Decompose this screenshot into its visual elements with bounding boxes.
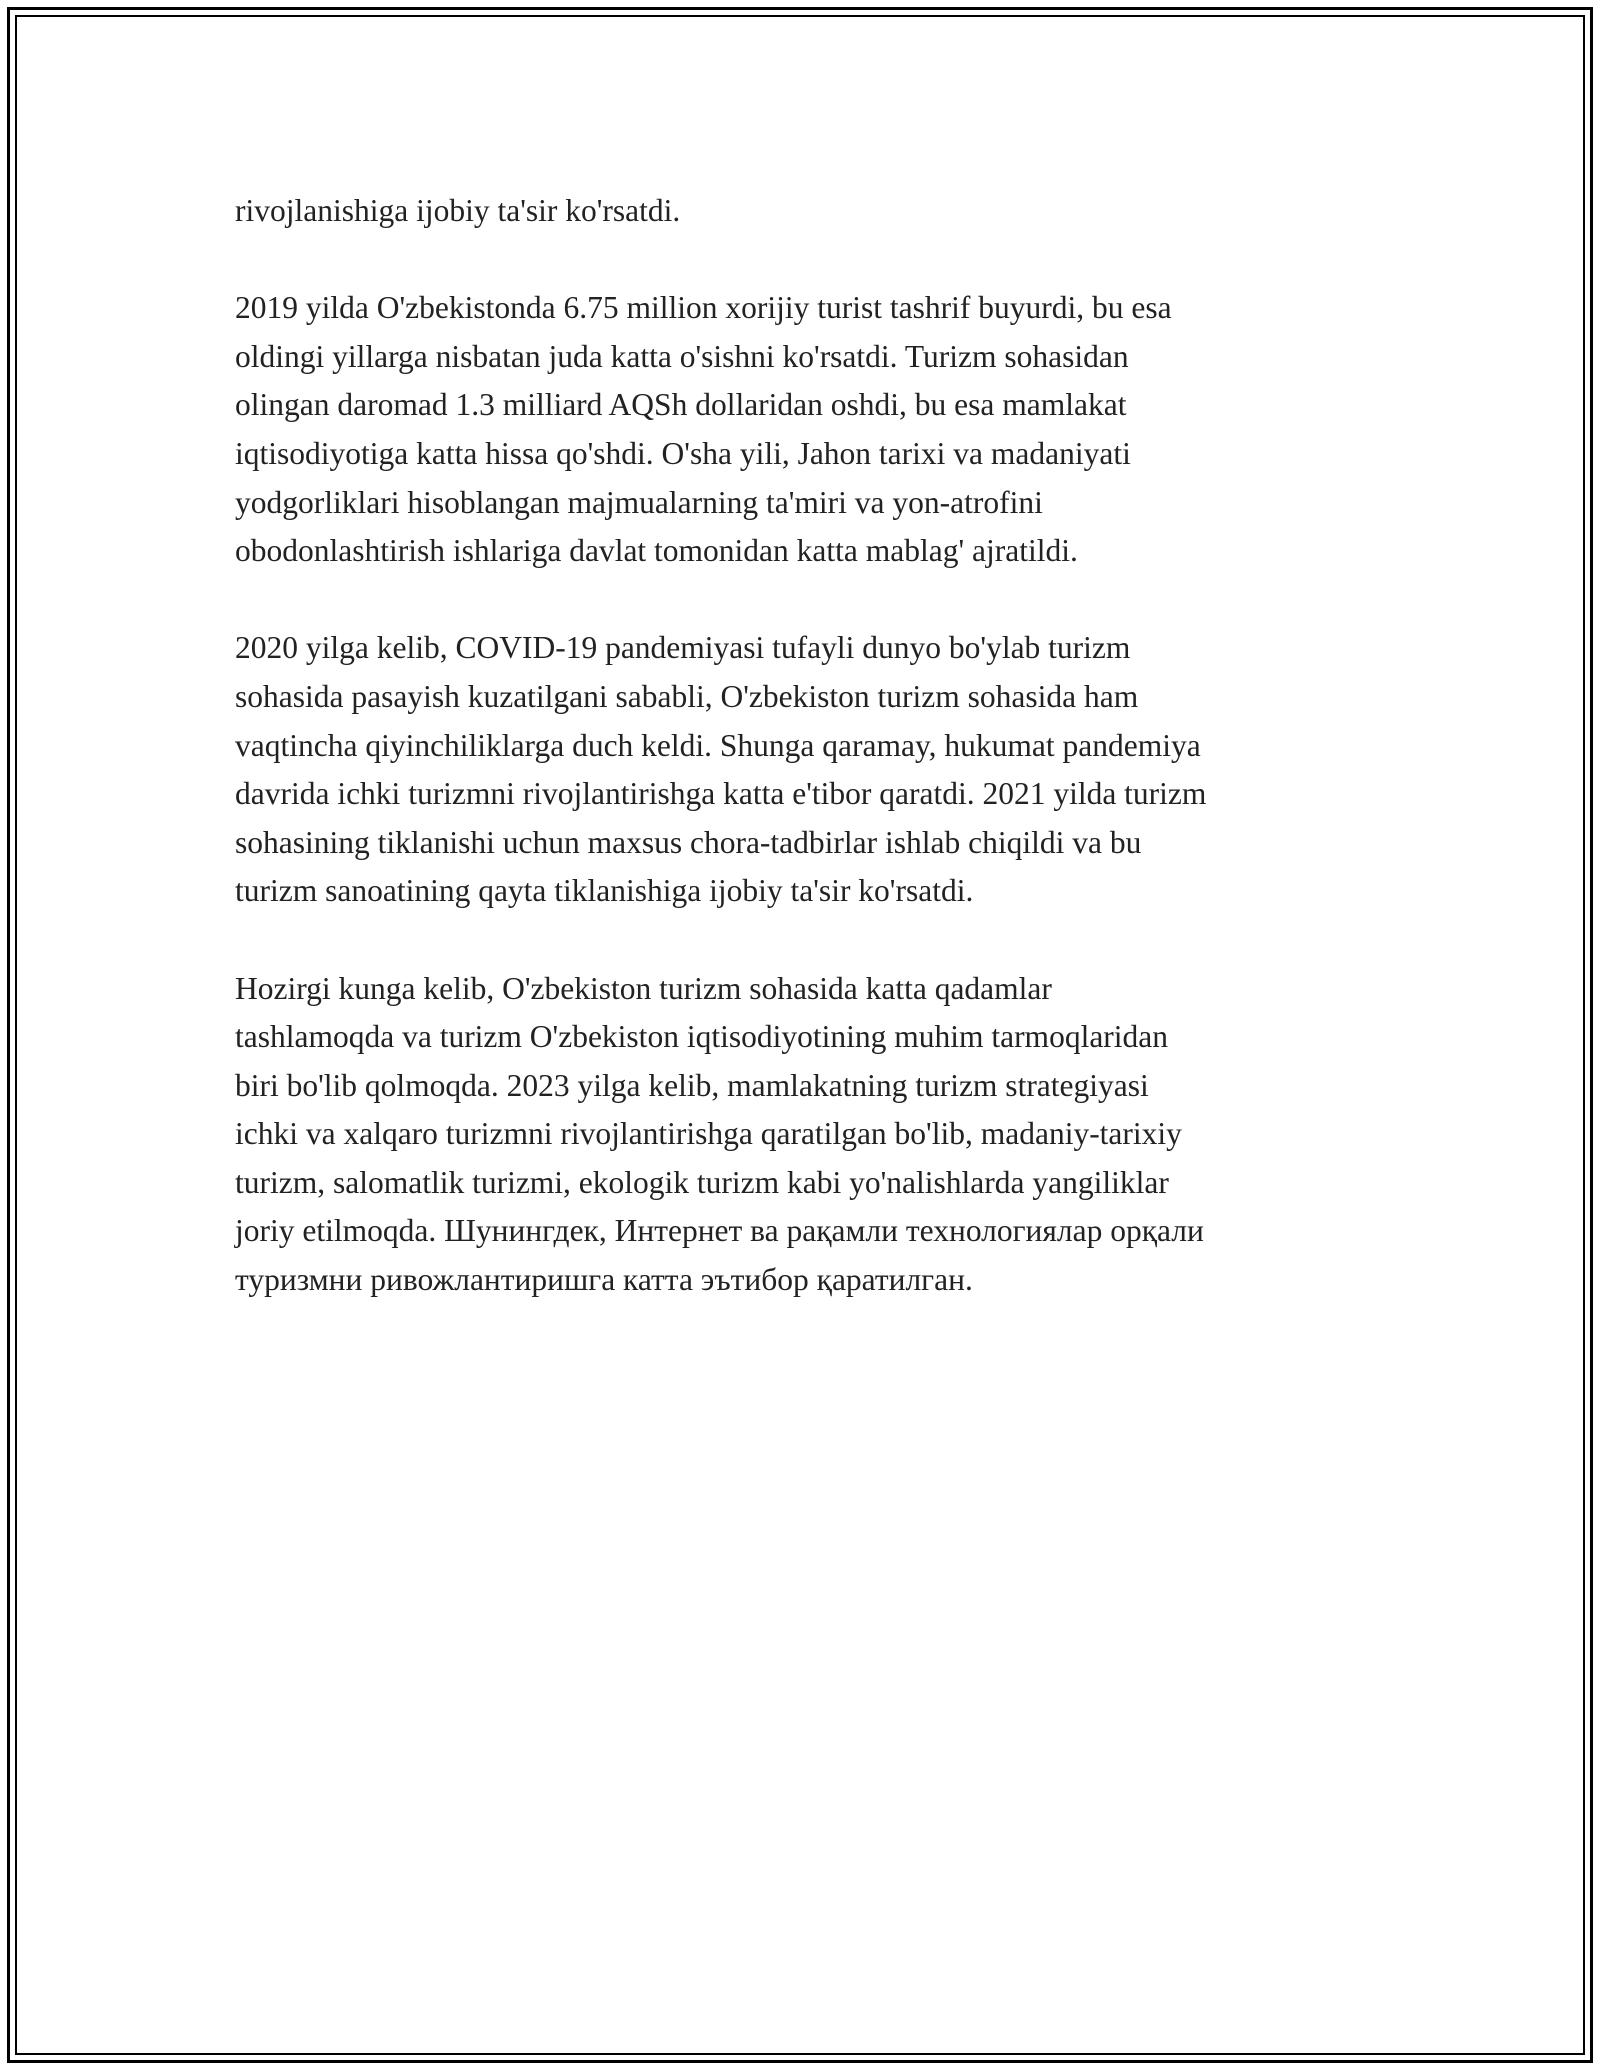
document-body bbox=[235, 187, 1385, 1353]
paragraph-continuation: rivojlanishiga ijobiy ta'sir ko'rsatdi. bbox=[235, 193, 681, 228]
paragraph-2020: 2020 yilga kelib, COVID-19 pandemiyasi tufayli dunyo bo'ylab turizm sohasida pasayish kuzatilgani sababli, O'zbekiston turizm sohasida ham vaqtincha qiyinchiliklarga duch keldi. Shunga qaramay, hukumat pandemiya davrida ichki turizmni rivojlantirishga katta e'tibor qaratdi. 2021 yilda turizm sohasining tiklanishi uchun maxsus chora-tadbirlar ishlab chiqildi va bu turizm sanoatining qayta tiklanishiga ijobiy ta'sir ko'rsatdi. bbox=[235, 630, 1207, 909]
paragraph-present: Hozirgi kunga kelib, O'zbekiston turizm sohasida katta qadamlar tashlamoqda va turizm O'zbekiston iqtisodiyotining muhim tarmoqlaridan biri bo'lib qolmoqda. 2023 yilga kelib, mamlakatning turizm strategiyasi ichki va xalqaro turizmni rivojlantirishga qaratilgan bo'lib, madaniy-tarixiy turizm, salomatlik turizmi, ekologik turizm kabi yo'nalishlarda yangiliklar joriy etilmoqda. Шунингдек, Интернет ва рақамли технологиялар орқали туризмни ривожлантиришга катта эътибор қаратилган. bbox=[235, 970, 1204, 1298]
paragraph-2019: 2019 yilda O'zbekistonda 6.75 million xorijiy turist tashrif buyurdi, bu esa oldingi yillarga nisbatan juda katta o'sishni ko'rsatdi. Turizm sohasidan olingan daromad 1.3 milliard AQSh dollaridan oshdi, bu esa mamlakat iqtisodiyotiga katta hissa qo'shdi. O'sha yili, Jahon tarixi va madaniyati yodgorliklari hisoblangan majmualarning ta'miri va yon-atrofini obodonlashtirish ishlariga davlat tomonidan katta mablag' ajratildi. bbox=[235, 290, 1172, 569]
